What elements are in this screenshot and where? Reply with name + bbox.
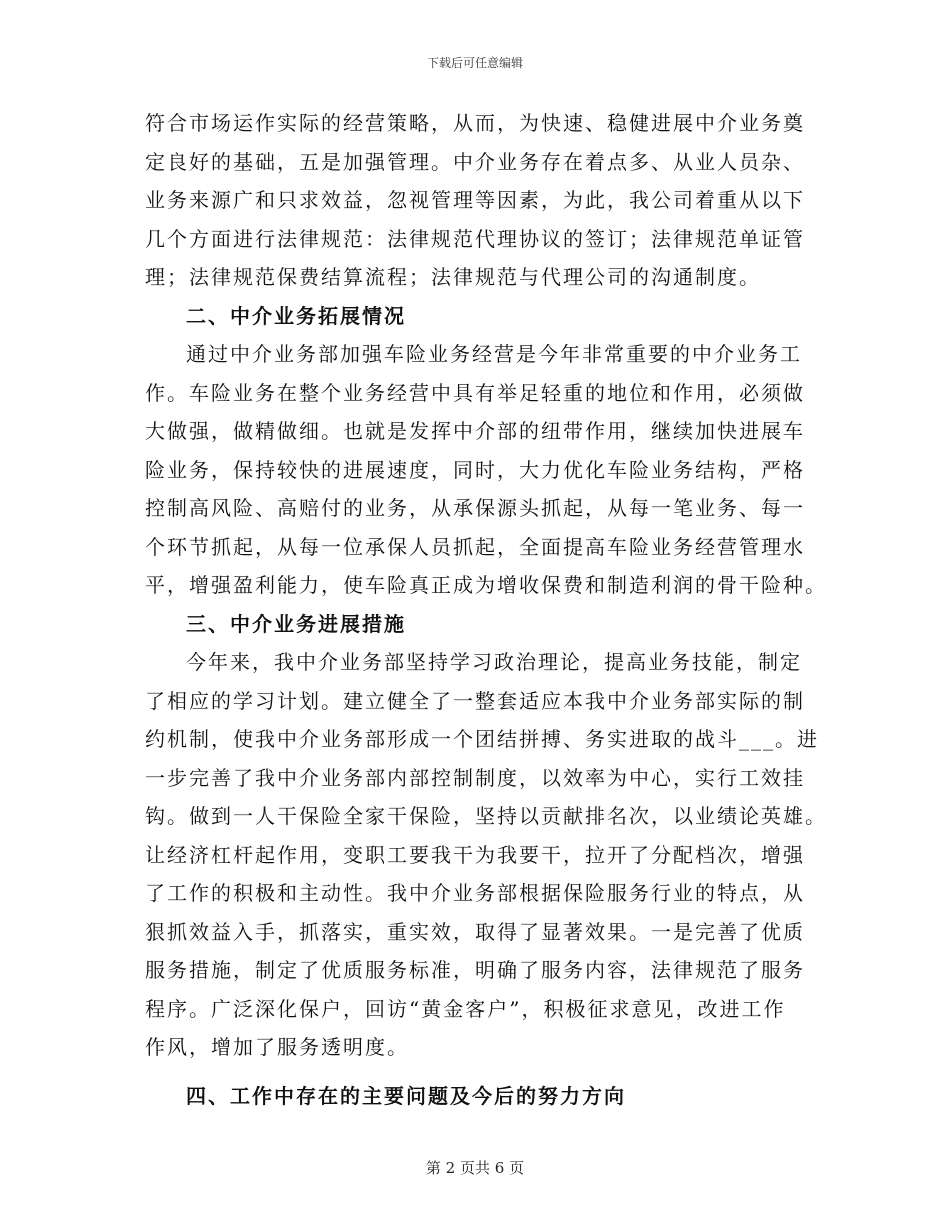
body-line: 作风，增加了服务透明度。	[145, 1035, 409, 1059]
body-line: 符合市场运作实际的经营策略，从而，为快速、稳健进展中介业务奠	[145, 111, 805, 135]
body-line: 一步完善了我中介业务部内部控制制度，以效率为中心，实行工效挂	[145, 765, 805, 790]
body-line: 作。车险业务在整个业务经营中具有举足轻重的地位和作用，必须做	[145, 380, 805, 405]
body-line: 控制高风险、高赔付的业务，从承保源头抓起，从每一笔业务、每一	[145, 496, 805, 520]
body-line: 大做强，做精做细。也就是发挥中介部的纽带作用，继续加快进展车	[145, 419, 805, 443]
body-line: 让经济杠杆起作用，变职工要我干为我要干，拉开了分配档次，增强	[145, 842, 805, 867]
body-line: 定良好的基础，五是加强管理。中介业务存在着点多、从业人员杂、	[145, 149, 805, 174]
body-line: 通过中介业务部加强车险业务经营是今年非常重要的中介业务工	[186, 342, 802, 366]
body-line: 约机制，使我中介业务部形成一个团结拼搏、务实进取的战斗___。进	[145, 727, 819, 751]
body-line: 理；法律规范保费结算流程；法律规范与代理公司的沟通制度。	[145, 265, 761, 289]
body-line: 个环节抓起，从每一位承保人员抓起，全面提高车险业务经营管理水	[145, 534, 805, 559]
body-line: 了工作的积极和主动性。我中介业务部根据保险服务行业的特点，从	[145, 881, 805, 905]
section-heading-3: 三、中介业务进展措施	[186, 611, 406, 636]
section-heading-2: 二、中介业务拓展情况	[186, 303, 406, 328]
body-line: 钩。做到一人干保险全家干保险，坚持以贡献排名次，以业绩论英雄。	[145, 804, 827, 828]
body-line: 今年来，我中介业务部坚持学习政治理论，提高业务技能，制定	[186, 650, 802, 674]
page-footer: 第 2 页共 6 页	[425, 1159, 525, 1177]
body-line: 业务来源广和只求效益，忽视管理等因素，为此，我公司着重从以下	[145, 188, 805, 212]
body-line: 几个方面进行法律规范：法律规范代理协议的签订；法律规范单证管	[145, 226, 805, 251]
spacer	[145, 1067, 805, 1077]
page-header: 下载后可任意编辑	[426, 56, 523, 70]
document-body	[145, 104, 827, 1115]
body-line: 服务措施，制定了优质服务标准，明确了服务内容，法律规范了服务	[145, 958, 805, 982]
body-line: 了相应的学习计划。建立健全了一整套适应本我中介业务部实际的制	[145, 688, 805, 713]
body-line: 狠抓效益入手，抓落实，重实效，取得了显著效果。一是完善了优质	[145, 919, 805, 944]
body-line: 险业务，保持较快的进展速度，同时，大力优化车险业务结构，严格	[145, 457, 805, 482]
section-heading-4: 四、工作中存在的主要问题及今后的努力方向	[186, 1083, 626, 1108]
body-line: 平，增强盈利能力，使车险真正成为增收保费和制造利润的骨干险种。	[145, 573, 827, 597]
body-line: 程序。广泛深化保户，回访“黄金客户”，积极征求意见，改进工作	[145, 996, 786, 1021]
